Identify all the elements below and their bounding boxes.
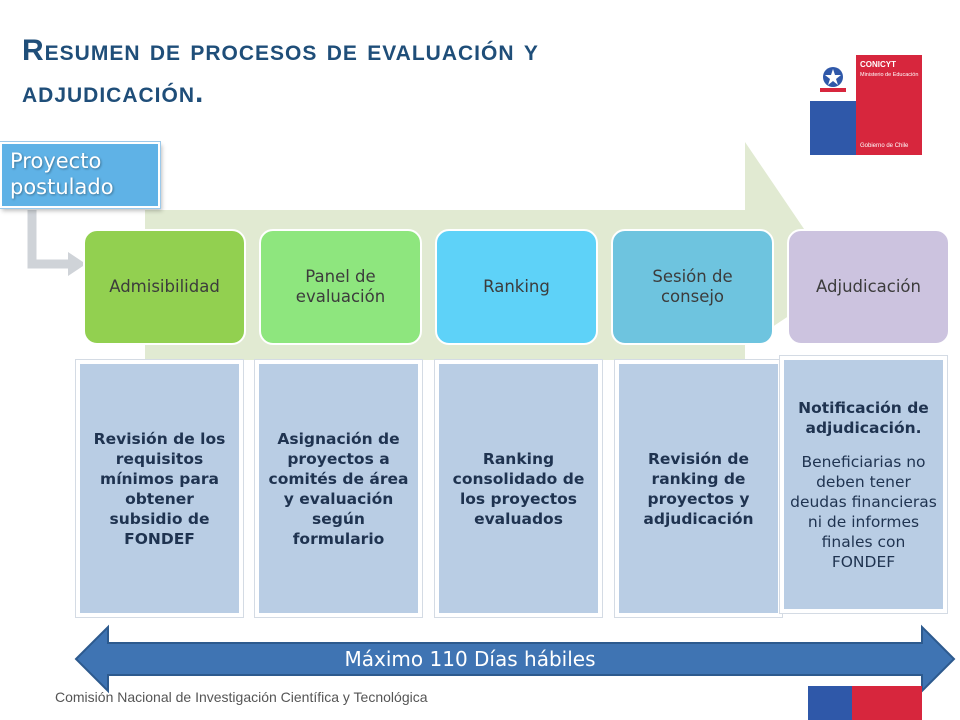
description-text: Ranking consolidado de los proyectos evaluados [452, 449, 585, 528]
logo-ministry: Ministerio de Educación [860, 72, 919, 78]
source-label: Proyecto postulado [10, 149, 114, 199]
description-text: Revisión de los requisitos mínimos para obtener subsidio de FONDEF [93, 429, 226, 548]
footer-text: Comisión Nacional de Investigación Científica y Tecnológica [55, 689, 428, 705]
step-label: Sesión de consejo [652, 267, 733, 306]
chile-flag-icon [808, 686, 922, 720]
logo-government: Gobierno de Chile [860, 143, 909, 149]
step-label: Ranking [483, 277, 550, 296]
step-label: Panel de evaluación [295, 267, 386, 306]
description-text: Revisión de ranking de proyectos y adjudicación [643, 449, 754, 528]
step-label: Admisibilidad [109, 277, 220, 296]
logo-org: CONICYT [860, 60, 896, 69]
description-text: Asignación de proyectos a comités de área y evaluación según formulario [268, 429, 409, 548]
duration-label: Máximo 110 Días hábiles [344, 647, 596, 671]
description-text: Notificación de adjudicación. [798, 398, 929, 437]
step-label: Adjudicación [816, 277, 921, 296]
description-note: Beneficiarias no deben tener deudas financieras ni de informes finales con FONDEF [790, 452, 937, 571]
slide-title: Resumen de procesos de evaluación y adjudicación. [22, 34, 539, 109]
